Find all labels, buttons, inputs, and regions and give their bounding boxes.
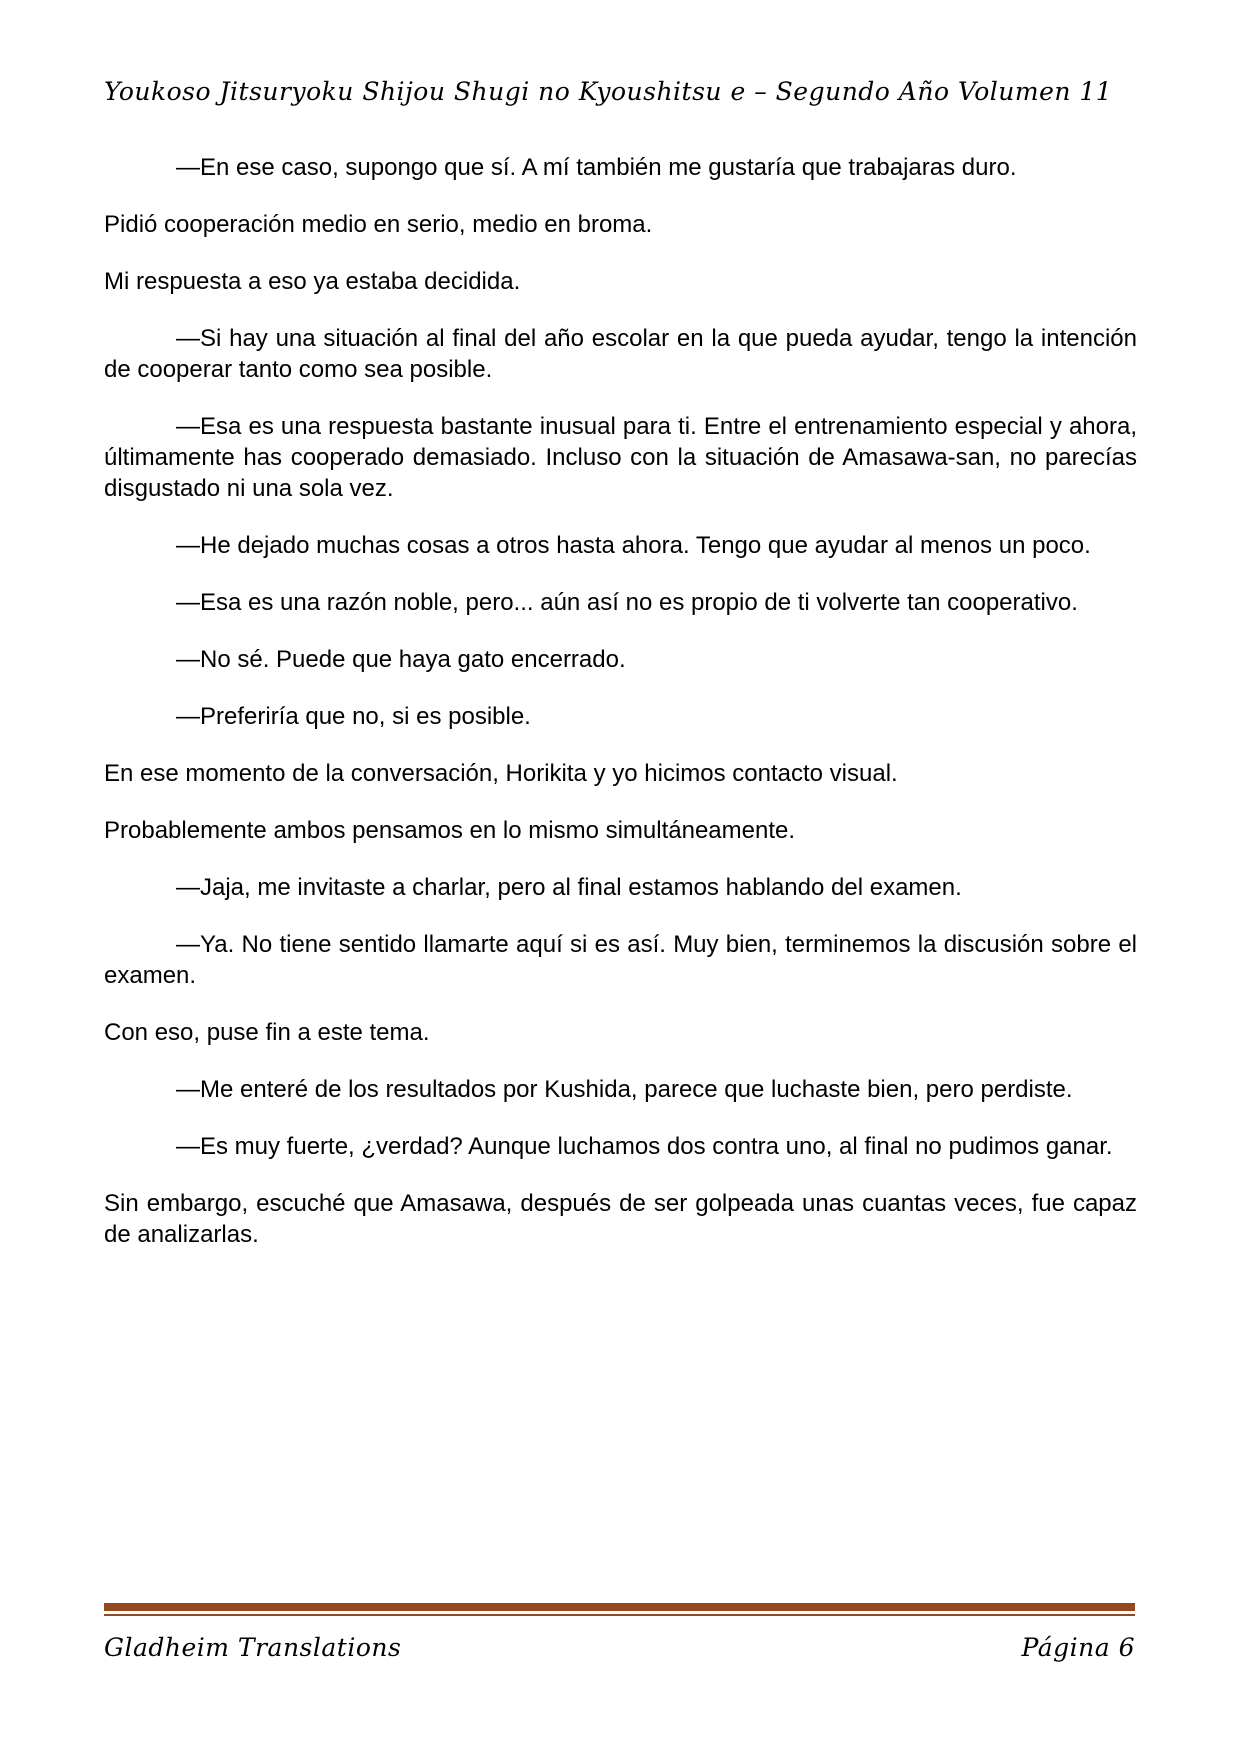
paragraph: —Ya. No tiene sentido llamarte aquí si es así. Muy bien, terminemos la discusión sobre el examen.: [104, 931, 1137, 989]
paragraph: —Preferiría que no, si es posible.: [176, 703, 531, 730]
paragraph: —Si hay una situación al final del año escolar en la que pueda ayudar, tengo la intención de cooperar tanto como sea posible.: [104, 325, 1137, 383]
footer-rule: [104, 1603, 1135, 1616]
paragraph: —Jaja, me invitaste a charlar, pero al final estamos hablando del examen.: [176, 874, 962, 901]
paragraph: Sin embargo, escuché que Amasawa, después de ser golpeada unas cuantas veces, fue capaz de analizarlas.: [104, 1190, 1137, 1248]
paragraph: —Esa es una respuesta bastante inusual para ti. Entre el entrenamiento especial y ahora, últimamente has cooperado demasiado. Incluso con la situación de Amasawa-san, no parecías disgustado ni una sola vez.: [104, 413, 1137, 502]
paragraph: —Es muy fuerte, ¿verdad? Aunque luchamos dos contra uno, al final no pudimos ganar.: [176, 1133, 1113, 1160]
page-header: [104, 76, 1137, 108]
paragraph: —En ese caso, supongo que sí. A mí también me gustaría que trabajaras duro.: [176, 154, 1017, 181]
footer-page-number: Página 6: [1021, 1633, 1135, 1662]
paragraph: —Esa es una razón noble, pero... aún así no es propio de ti volverte tan cooperativo.: [176, 589, 1078, 616]
footer-credit: Gladheim Translations: [104, 1633, 402, 1662]
page-footer: [104, 1603, 1135, 1664]
paragraph: —Me enteré de los resultados por Kushida, parece que luchaste bien, pero perdiste.: [176, 1076, 1073, 1103]
footer-text-row: [104, 1632, 1135, 1664]
paragraph: Pidió cooperación medio en serio, medio en broma.: [104, 211, 653, 238]
body-text: [104, 152, 1137, 1250]
paragraph: —He dejado muchas cosas a otros hasta ahora. Tengo que ayudar al menos un poco.: [176, 532, 1091, 559]
paragraph: Con eso, puse fin a este tema.: [104, 1019, 430, 1046]
footer-rule-thin-line: [104, 1614, 1135, 1616]
paragraph: Mi respuesta a eso ya estaba decidida.: [104, 268, 521, 295]
paragraph: En ese momento de la conversación, Horikita y yo hicimos contacto visual.: [104, 760, 898, 787]
header-title: Youkoso Jitsuryoku Shijou Shugi no Kyoushitsu e – Segundo Año Volumen 11: [104, 77, 1113, 106]
paragraph: —No sé. Puede que haya gato encerrado.: [176, 646, 626, 673]
paragraph: Probablemente ambos pensamos en lo mismo simultáneamente.: [104, 817, 796, 844]
footer-rule-thick-line: [104, 1603, 1135, 1611]
